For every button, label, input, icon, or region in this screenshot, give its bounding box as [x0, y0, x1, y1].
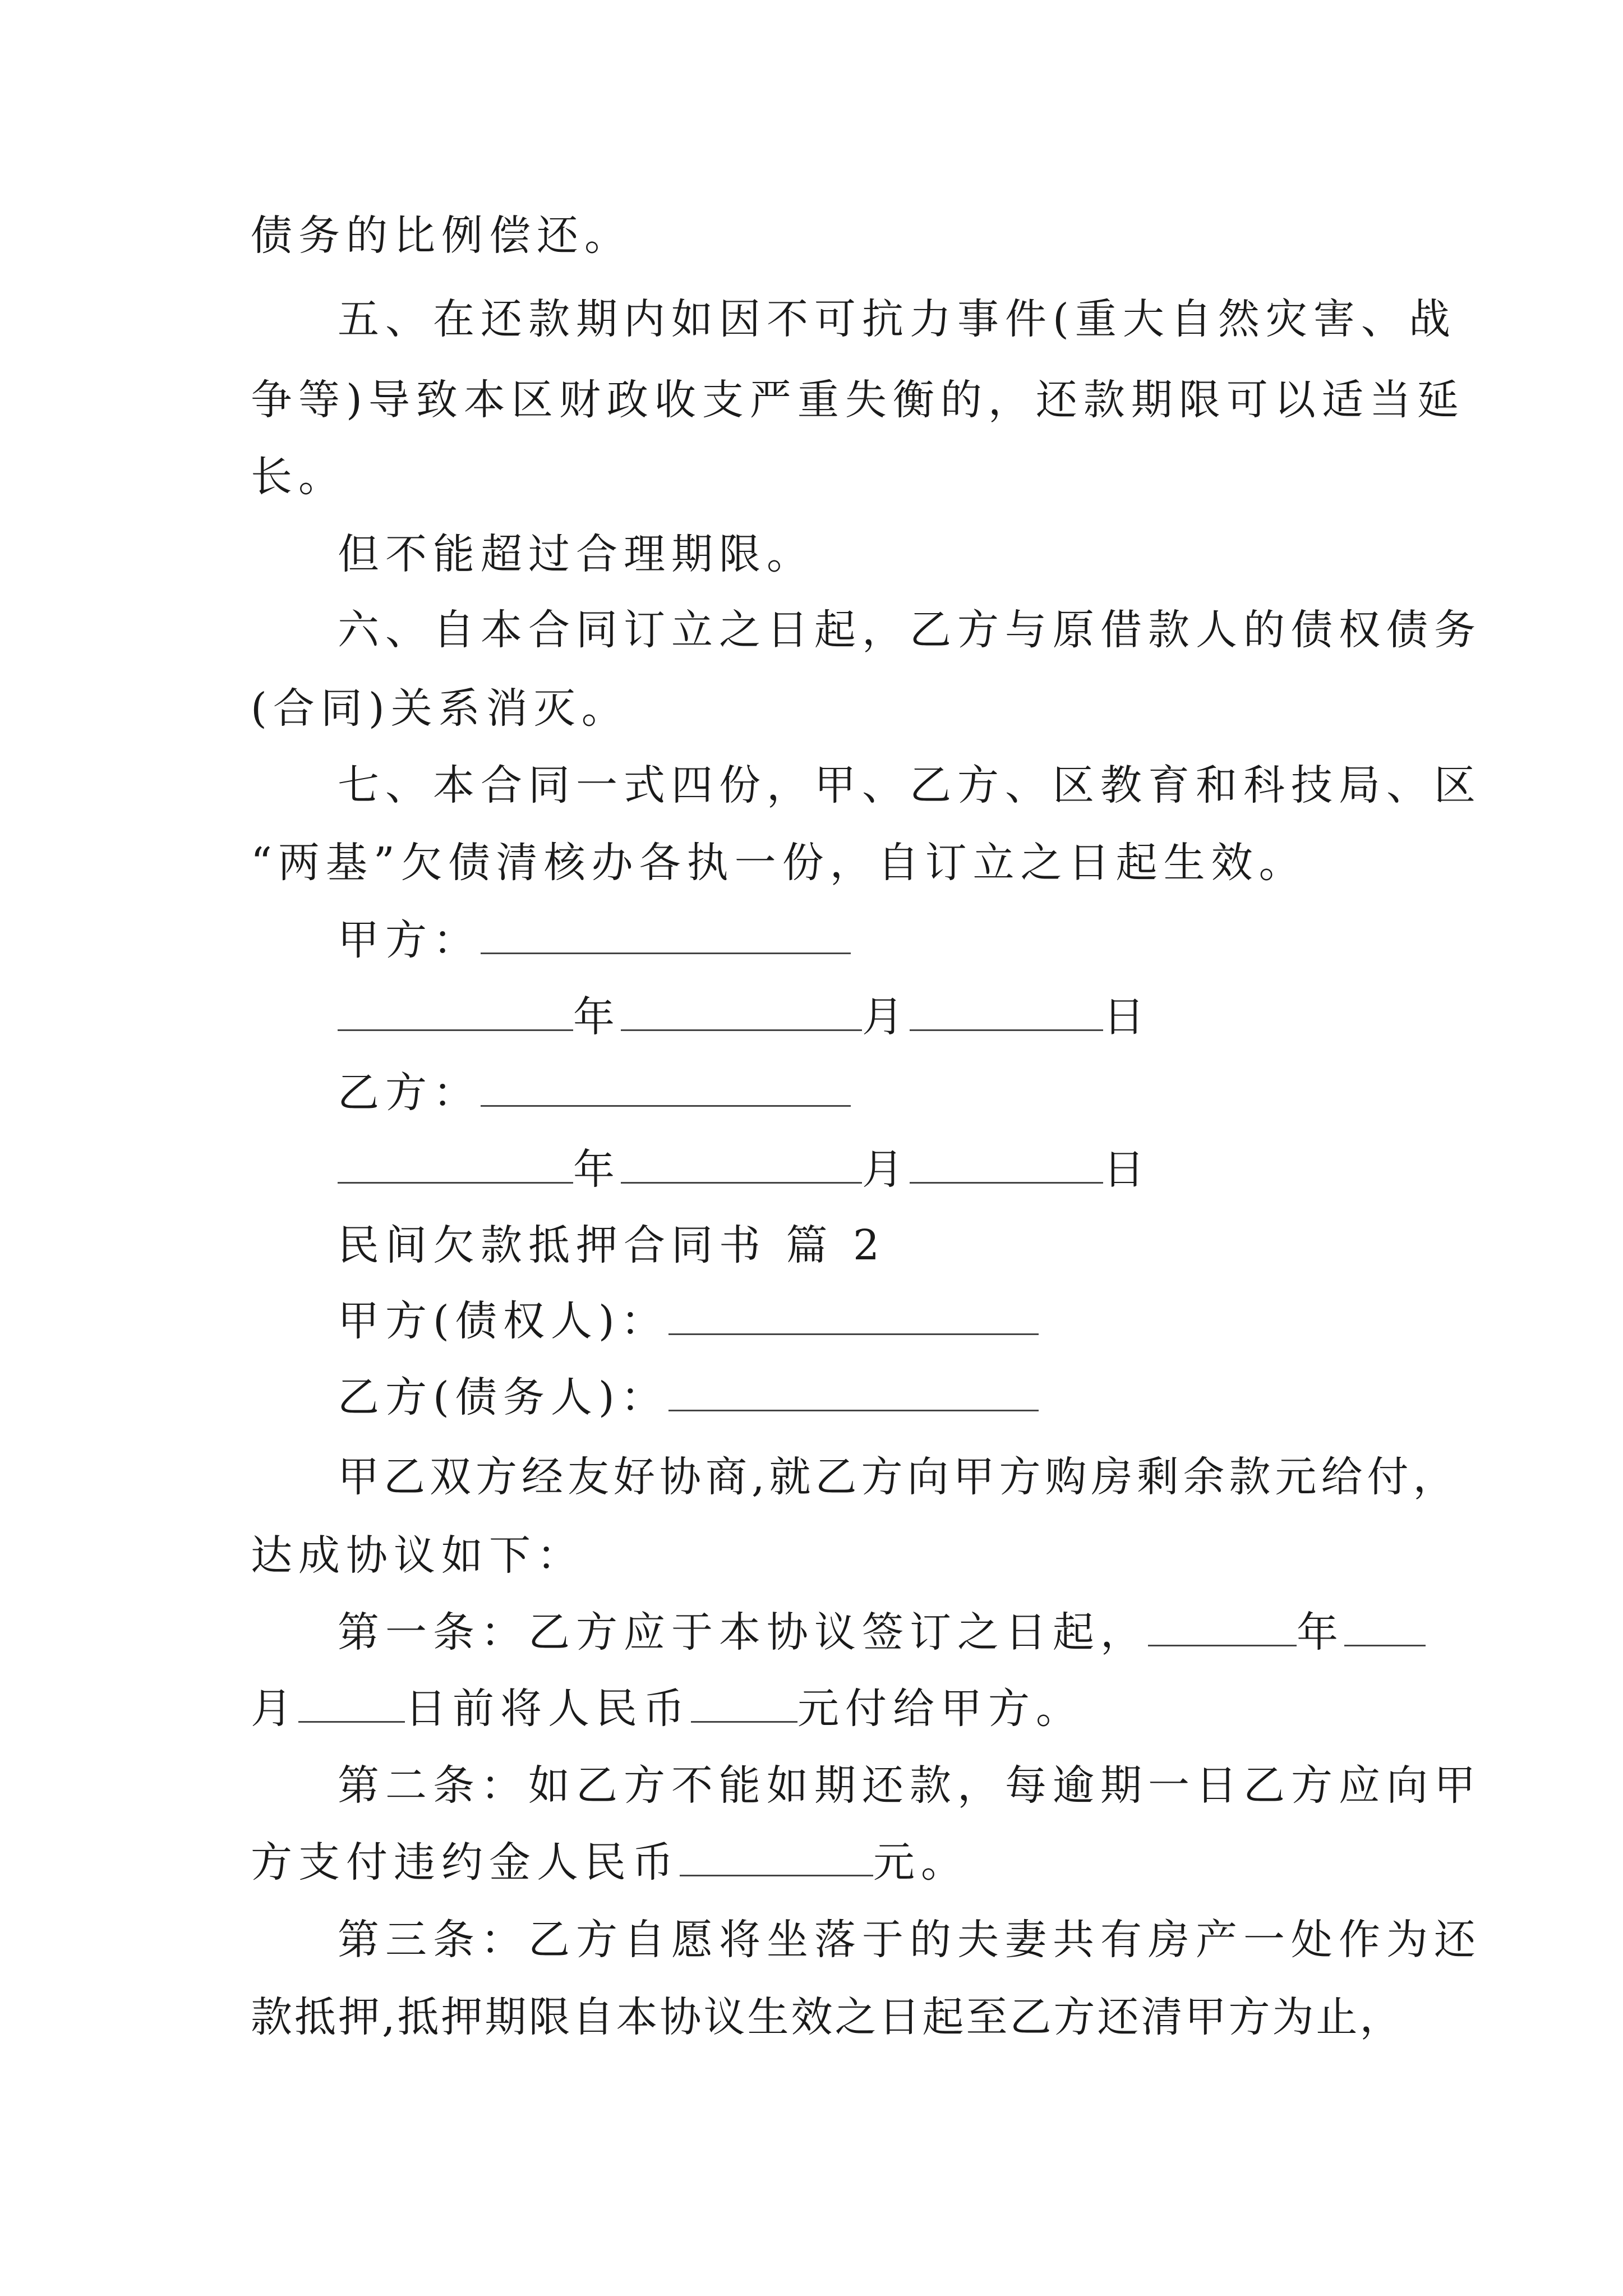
year-blank[interactable] [338, 1143, 573, 1184]
month-label: 月 [862, 1145, 910, 1194]
paragraph-line: 长。 [251, 453, 346, 501]
month-blank[interactable] [621, 1143, 862, 1184]
article-text: 第一条：乙方应于本协议签订之日起， [338, 1608, 1148, 1657]
paragraph-line: 六、自本合同订立之日起，乙方与原借款人的债权债务 [338, 606, 1482, 654]
party-a-blank[interactable] [481, 913, 851, 954]
year-blank[interactable] [338, 990, 573, 1031]
party-b-signature-line [338, 1066, 851, 1120]
party-b-date-line [338, 1143, 1151, 1197]
year-label: 年 [573, 1145, 621, 1194]
month-blank[interactable] [1344, 1605, 1426, 1646]
article-text: 元付给甲方。 [797, 1685, 1083, 1733]
party-a-date-line [338, 990, 1151, 1044]
paragraph-line: 五、在还款期内如因不可抗力事件(重大自然灾害、战 [338, 295, 1456, 343]
section-title: 民间欠款抵押合同书 篇 2 [338, 1221, 886, 1269]
month-label: 月 [251, 1685, 298, 1733]
creditor-blank[interactable] [668, 1294, 1039, 1335]
paragraph-line: 第三条：乙方自愿将坐落于的夫妻共有房产一处作为还 [338, 1916, 1482, 1964]
month-label: 月 [862, 993, 910, 1041]
paragraph-line: “两基”欠债清核办各执一份，自订立之日起生效。 [251, 839, 1307, 887]
party-b-label: 乙方： [338, 1069, 481, 1117]
article-text: 元。 [873, 1838, 969, 1887]
paragraph-line: 款抵押,抵押期限自本协议生效之日起至乙方还清甲方为止， [251, 1993, 1404, 2041]
debtor-label: 乙方(债务人)： [338, 1373, 668, 1421]
paragraph-line: 但不能超过合理期限。 [338, 530, 814, 578]
paragraph-line: (合同)关系消灭。 [251, 684, 629, 733]
paragraph-line: 甲乙双方经友好协商,就乙方向甲方购房剩余款元给付， [338, 1453, 1459, 1501]
paragraph-line: 达成协议如下： [251, 1531, 584, 1580]
creditor-line [338, 1294, 1039, 1348]
penalty-blank[interactable] [680, 1835, 873, 1876]
day-label: 日 [1103, 1145, 1151, 1194]
paragraph-line: 七、本合同一式四份，甲、乙方、区教育和科技局、区 [338, 761, 1482, 809]
paragraph-line: 债务的比例偿还。 [251, 211, 632, 260]
day-label: 日 [1103, 993, 1151, 1041]
article-text: 方支付违约金人民币 [251, 1838, 680, 1887]
article-1-line-1 [338, 1605, 1426, 1659]
year-blank[interactable] [1148, 1605, 1297, 1646]
day-blank[interactable] [298, 1682, 405, 1723]
day-blank[interactable] [910, 990, 1103, 1031]
year-label: 年 [573, 993, 621, 1041]
paragraph-line: 争等)导致本区财政收支严重失衡的，还款期限可以适当延 [251, 376, 1465, 424]
amount-blank[interactable] [691, 1682, 797, 1723]
article-text: 日前将人民币 [405, 1685, 691, 1733]
month-blank[interactable] [621, 990, 862, 1031]
day-blank[interactable] [910, 1143, 1103, 1184]
party-b-blank[interactable] [481, 1066, 851, 1107]
paragraph-line: 第二条：如乙方不能如期还款，每逾期一日乙方应向甲 [338, 1761, 1482, 1810]
creditor-label: 甲方(债权人)： [338, 1297, 668, 1345]
article-1-line-2 [251, 1682, 1083, 1736]
party-a-signature-line [338, 913, 851, 967]
article-2-line-2 [251, 1835, 969, 1889]
debtor-line [338, 1370, 1039, 1424]
debtor-blank[interactable] [668, 1370, 1039, 1411]
year-label: 年 [1297, 1608, 1344, 1657]
party-a-label: 甲方： [338, 916, 481, 964]
